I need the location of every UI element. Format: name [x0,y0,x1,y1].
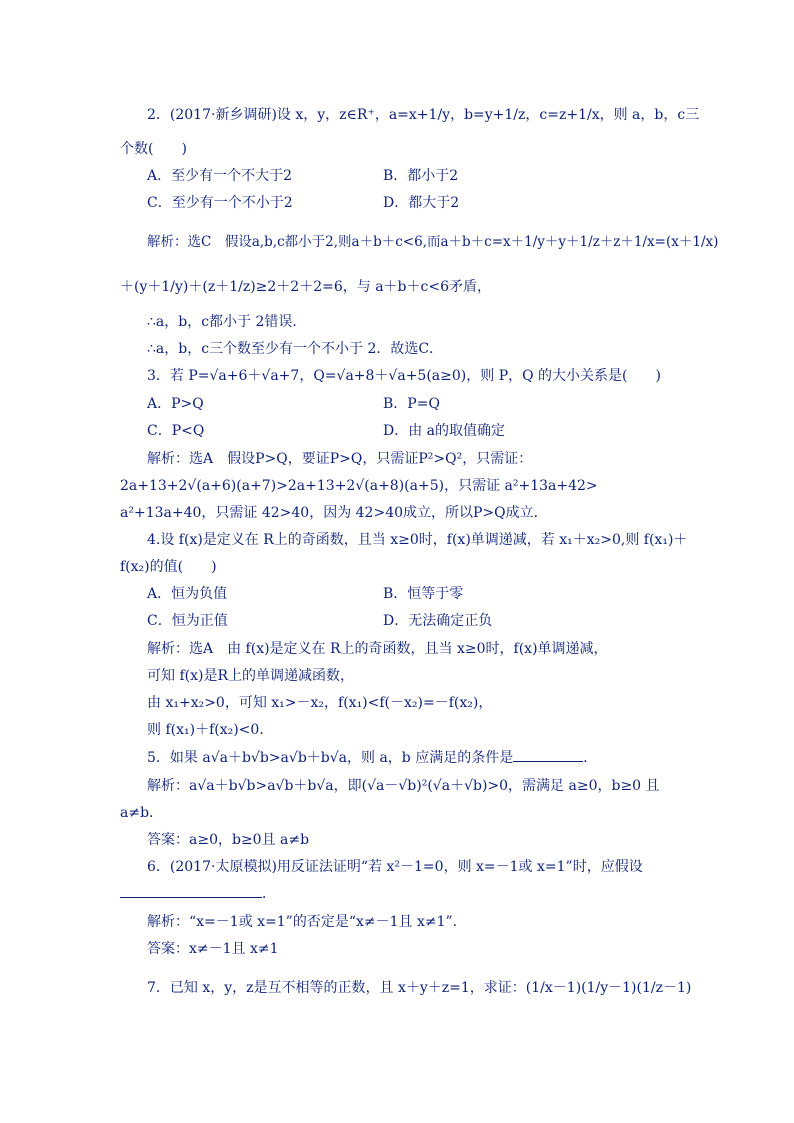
q2-option-d: D．都大于2 [383,195,460,211]
q4-option-c: C．恒为正值 [147,613,228,629]
q4-solution-3: 由 x₁+x₂>0，可知 x₁>－x₂，f(x₁)<f(－x₂)=－f(x₂)， [147,695,493,711]
q4-solution-4: 则 f(x₁)＋f(x₂)<0． [147,722,274,738]
q3-option-d: D．由 a的取值确定 [383,423,506,439]
q5-stem-text: 5．如果 a√a＋b√b>a√b＋b√a，则 a，b 应满足的条件是 [147,750,514,766]
q6-answer: 答案：x≠－1且 x≠1 [147,941,279,957]
q2-stem-cont: 个数( ) [120,141,187,157]
q3-option-c: C．P<Q [147,423,205,439]
q3-solution-2: 2a+13+2√(a+6)(a+7)>2a+13+2√(a+8)(a+5)，只需证 a²+13a+42> [120,478,598,494]
q2-solution-4: ∴a，b，c三个数至少有一个不小于 2．故选C． [147,341,444,357]
q5-stem [147,748,597,768]
q4-option-a: A．恒为负值 [147,586,228,602]
q2-option-c: C．至少有一个不小于2 [147,195,293,211]
q6-blank-end: ． [262,886,276,902]
q5-solution-1: 解析：a√a＋b√b>a√b＋b√a，即(√a－√b)²(√a＋√b)>0，需满足 a≥0，b≥0 且 [147,778,660,794]
q6-blank-line [120,884,276,904]
q3-stem: 3．若 P=√a+6＋√a+7，Q=√a+8＋√a+5(a≥0)，则 P，Q 的大小关系是( ) [147,368,661,384]
q5-answer: 答案：a≥0，b≥0且 a≠b [147,832,310,848]
q3-option-b: B．P=Q [383,396,440,412]
q3-option-a: A．P>Q [147,396,204,412]
q5-answer-blank [513,761,583,762]
q2-solution-1: 解析：选C 假设a,b,c都小于2,则a＋b＋c<6,而a＋b＋c=x＋1/y＋y＋1/z＋z＋1/x=(x＋1/x) [147,234,719,250]
q6-stem: 6．(2017·太原模拟)用反证法证明“若 x²－1=0，则 x=－1或 x=1”时，应假设 [147,859,643,875]
q3-solution-1: 解析：选A 假设P>Q，要证P>Q，只需证P²>Q²，只需证： [147,451,533,467]
q6-solution: 解析：“x=－1或 x=1”的否定是“x≠－1且 x≠1”． [147,914,467,930]
q5-solution-2: a≠b． [120,805,164,821]
q4-solution-2: 可知 f(x)是R上的单调递减函数， [147,668,354,684]
q6-answer-blank [120,897,262,898]
q2-solution-2: ＋(y＋1/y)＋(z＋1/z)≥2＋2＋2=6，与 a＋b＋c<6矛盾， [120,279,491,295]
q4-option-d: D．无法确定正负 [383,613,493,629]
q2-solution-3: ∴a，b，c都小于 2错误． [147,314,307,330]
q3-solution-3: a²+13a+40，只需证 42>40，因为 42>40成立，所以P>Q成立． [120,505,548,521]
q2-option-b: B．都小于2 [383,168,459,184]
q4-stem: 4.设 f(x)是定义在 R上的奇函数，且当 x≥0时，f(x)单调递减，若 x₁＋x₂>0,则 f(x₁)＋ [147,532,688,548]
q2-stem: 2．(2017·新乡调研)设 x，y，z∈R⁺，a=x+1/y，b=y+1/z，c=z+1/x，则 a，b，c三 [147,107,700,123]
q5-stem-end: ． [583,750,598,766]
q2-option-a: A．至少有一个不大于2 [147,168,293,184]
q4-option-b: B．恒等于零 [383,586,464,602]
q7-stem: 7．已知 x，y，z是互不相等的正数，且 x＋y＋z=1，求证：(1/x－1)(1/y－1)(1/z－1) [147,980,692,996]
q4-stem-cont: f(x₂)的值( ) [120,559,217,575]
q4-solution-1: 解析：选A 由 f(x)是定义在 R上的奇函数，且当 x≥0时，f(x)单调递减， [147,641,608,657]
